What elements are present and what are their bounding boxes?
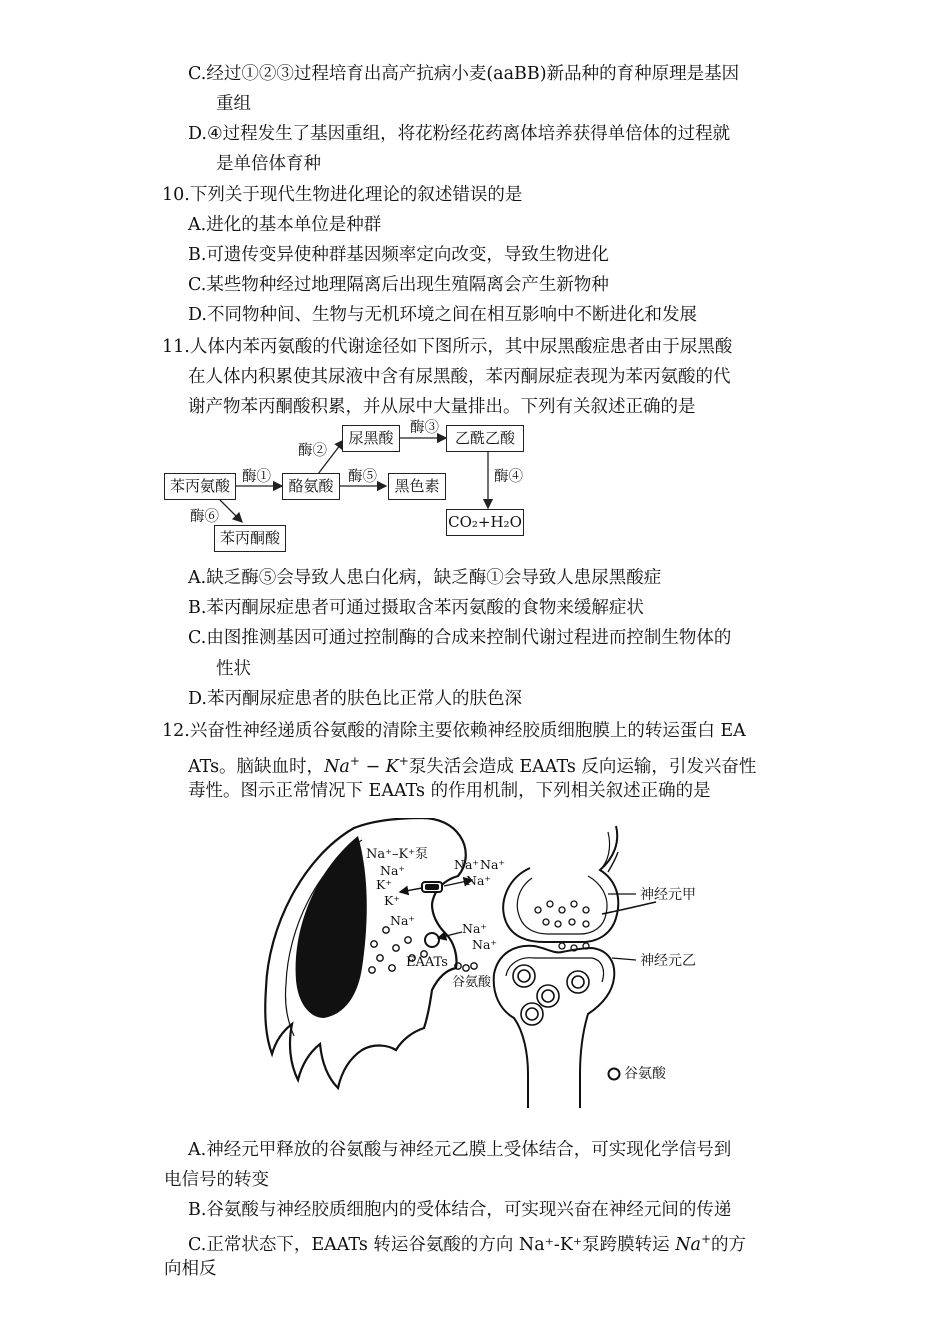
legend-glutamate-label: 谷氨酸	[624, 1066, 666, 1082]
enzyme-5-label: 酶⑤	[348, 469, 377, 485]
synapse-figure	[262, 818, 712, 1108]
q12-stem-line2-b: 泵失活会造成 EAATs 反向运输，引发兴奋性	[408, 756, 757, 777]
q12-stem-line1: 12.兴奋性神经递质谷氨酸的清除主要依赖神经胶质细胞膜上的转运蛋白 EA	[162, 721, 746, 741]
phenylpyruvic-acid-box: 苯丙酮酸	[214, 525, 286, 552]
na-k-pump-label: Na⁺–K⁺泵	[366, 847, 429, 862]
q11-option-a: A.缺乏酶⑤会导致人患白化病，缺乏酶①会导致人患尿黑酸症	[188, 568, 662, 588]
q11-stem-line1: 11.人体内苯丙氨酸的代谢途径如下图所示，其中尿黑酸症患者由于尿黑酸	[162, 337, 733, 357]
q12-option-c-line2: 向相反	[164, 1259, 217, 1279]
k-symbol: K	[385, 756, 399, 777]
na-ion-label-3: Na⁺	[454, 857, 479, 872]
phenylalanine-box: 苯丙氨酸	[164, 473, 236, 500]
q11-option-c-line1: C.由图推测基因可通过控制酶的合成来控制代谢过程进而控制生物体的	[188, 628, 732, 648]
homogentisic-acid-box: 尿黑酸	[342, 425, 400, 452]
k-charge: +	[398, 754, 409, 768]
na-charge: +	[349, 754, 360, 768]
na-ion-label-1: Na⁺	[380, 863, 405, 878]
q11-stem-line3: 谢产物苯丙酮酸积累，并从尿中大量排出。下列有关叙述正确的是	[188, 397, 696, 417]
q9-option-d-line2: 是单倍体育种	[216, 154, 321, 174]
q11-stem-line2: 在人体内积累使其尿液中含有尿黑酸，苯丙酮尿症表现为苯丙氨酸的代	[188, 367, 731, 387]
q10-option-d: D.不同物种间、生物与无机环境之间在相互影响中不断进化和发展	[188, 305, 697, 325]
q9-option-d-line1: D.④过程发生了基因重组，将花粉经花药离体培养获得单倍体的过程就	[188, 124, 731, 144]
q10-stem: 10.下列关于现代生物进化理论的叙述错误的是	[162, 185, 523, 205]
na-k-dash: −	[359, 756, 386, 777]
na-ion-label-6: Na⁺	[462, 921, 487, 936]
q12-stem-line2	[188, 749, 756, 779]
q11-option-c-line2: 性状	[216, 659, 251, 679]
eaats-label: EAATs	[406, 955, 448, 970]
q11-option-d: D.苯丙酮尿症患者的肤色比正常人的肤色深	[188, 689, 522, 709]
enzyme-4-label: 酶④	[494, 469, 523, 485]
q12-option-c-text: C.正常状态下，EAATs 转运谷氨酸的方向 Na⁺-K⁺泵跨膜转运	[188, 1234, 676, 1255]
acetoacetic-acid-box: 乙酰乙酸	[446, 425, 524, 452]
k-ion-label-2: K⁺	[384, 893, 400, 908]
melanin-box: 黑色素	[388, 473, 446, 500]
q12-stem-line3: 毒性。图示正常情况下 EAATs 的作用机制，下列相关叙述正确的是	[188, 781, 711, 801]
q12-option-c-tail: 的方	[711, 1234, 747, 1255]
q12-option-b: B.谷氨酸与神经胶质细胞内的受体结合，可实现兴奋在神经元间的传递	[188, 1200, 732, 1220]
neuron-a-label: 神经元甲	[640, 887, 696, 903]
na-charge-2: +	[700, 1232, 712, 1246]
tyrosine-box: 酪氨酸	[282, 473, 340, 500]
metabolic-pathway-diagram	[158, 418, 538, 558]
na-ion-label-5: Na⁺	[466, 873, 491, 888]
glutamate-label: 谷氨酸	[452, 975, 492, 990]
q11-option-b: B.苯丙酮尿症患者可通过摄取含苯丙氨酸的食物来缓解症状	[188, 598, 644, 618]
enzyme-2-label: 酶②	[298, 443, 327, 459]
enzyme-6-label: 酶⑥	[190, 509, 219, 525]
q12-stem-line2-a: ATs。脑缺血时，	[188, 756, 325, 777]
q12-option-c-line1	[188, 1227, 746, 1257]
na-symbol-2: Na	[675, 1234, 701, 1255]
na-ion-label-2: Na⁺	[390, 913, 415, 928]
na-ion-label-7: Na⁺	[472, 937, 497, 952]
enzyme-3-label: 酶③	[410, 420, 439, 436]
na-ion-label-4: Na⁺	[480, 857, 505, 872]
q12-option-a-line2: 电信号的转变	[164, 1170, 269, 1190]
na-symbol: Na	[324, 756, 350, 777]
co2-water-box: CO₂+H₂O	[446, 509, 524, 536]
q9-option-c-line2: 重组	[216, 94, 251, 114]
k-ion-label-1: K⁺	[376, 877, 392, 892]
enzyme-1-label: 酶①	[242, 469, 271, 485]
q10-option-a: A.进化的基本单位是种群	[188, 215, 382, 235]
q12-option-a-line1: A.神经元甲释放的谷氨酸与神经元乙膜上受体结合，可实现化学信号到	[188, 1140, 732, 1160]
q10-option-c: C.某些物种经过地理隔离后出现生殖隔离会产生新物种	[188, 275, 609, 295]
q10-option-b: B.可遗传变异使种群基因频率定向改变，导致生物进化	[188, 245, 609, 265]
neuron-b-label: 神经元乙	[640, 953, 696, 969]
q9-option-c-line1: C.经过①②③过程培育出高产抗病小麦(aaBB)新品种的育种原理是基因	[188, 64, 740, 84]
